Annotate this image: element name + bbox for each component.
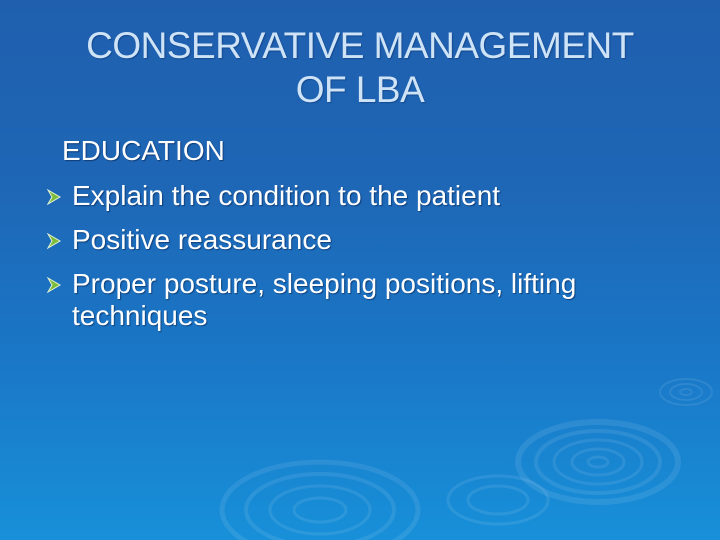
section-subheading: EDUCATION [62, 135, 225, 166]
slide-title-line-2: OF LBA [295, 69, 425, 110]
arrowhead-bullet-icon [46, 277, 62, 293]
arrowhead-bullet-icon [46, 189, 62, 205]
bullet-item-1 [44, 180, 684, 212]
arrowhead-bullet-icon [46, 233, 62, 249]
bullet-text: Proper posture, sleeping positions, lifting techniques [72, 268, 577, 331]
bullet-item-3 [44, 268, 684, 332]
bullet-text: Positive reassurance [72, 224, 332, 255]
slide-title-line-1: CONSERVATIVE MANAGEMENT [86, 25, 634, 66]
bullet-list [44, 180, 684, 344]
slide-title [20, 24, 700, 112]
bullet-item-2 [44, 224, 684, 256]
bullet-text: Explain the condition to the patient [72, 180, 501, 211]
